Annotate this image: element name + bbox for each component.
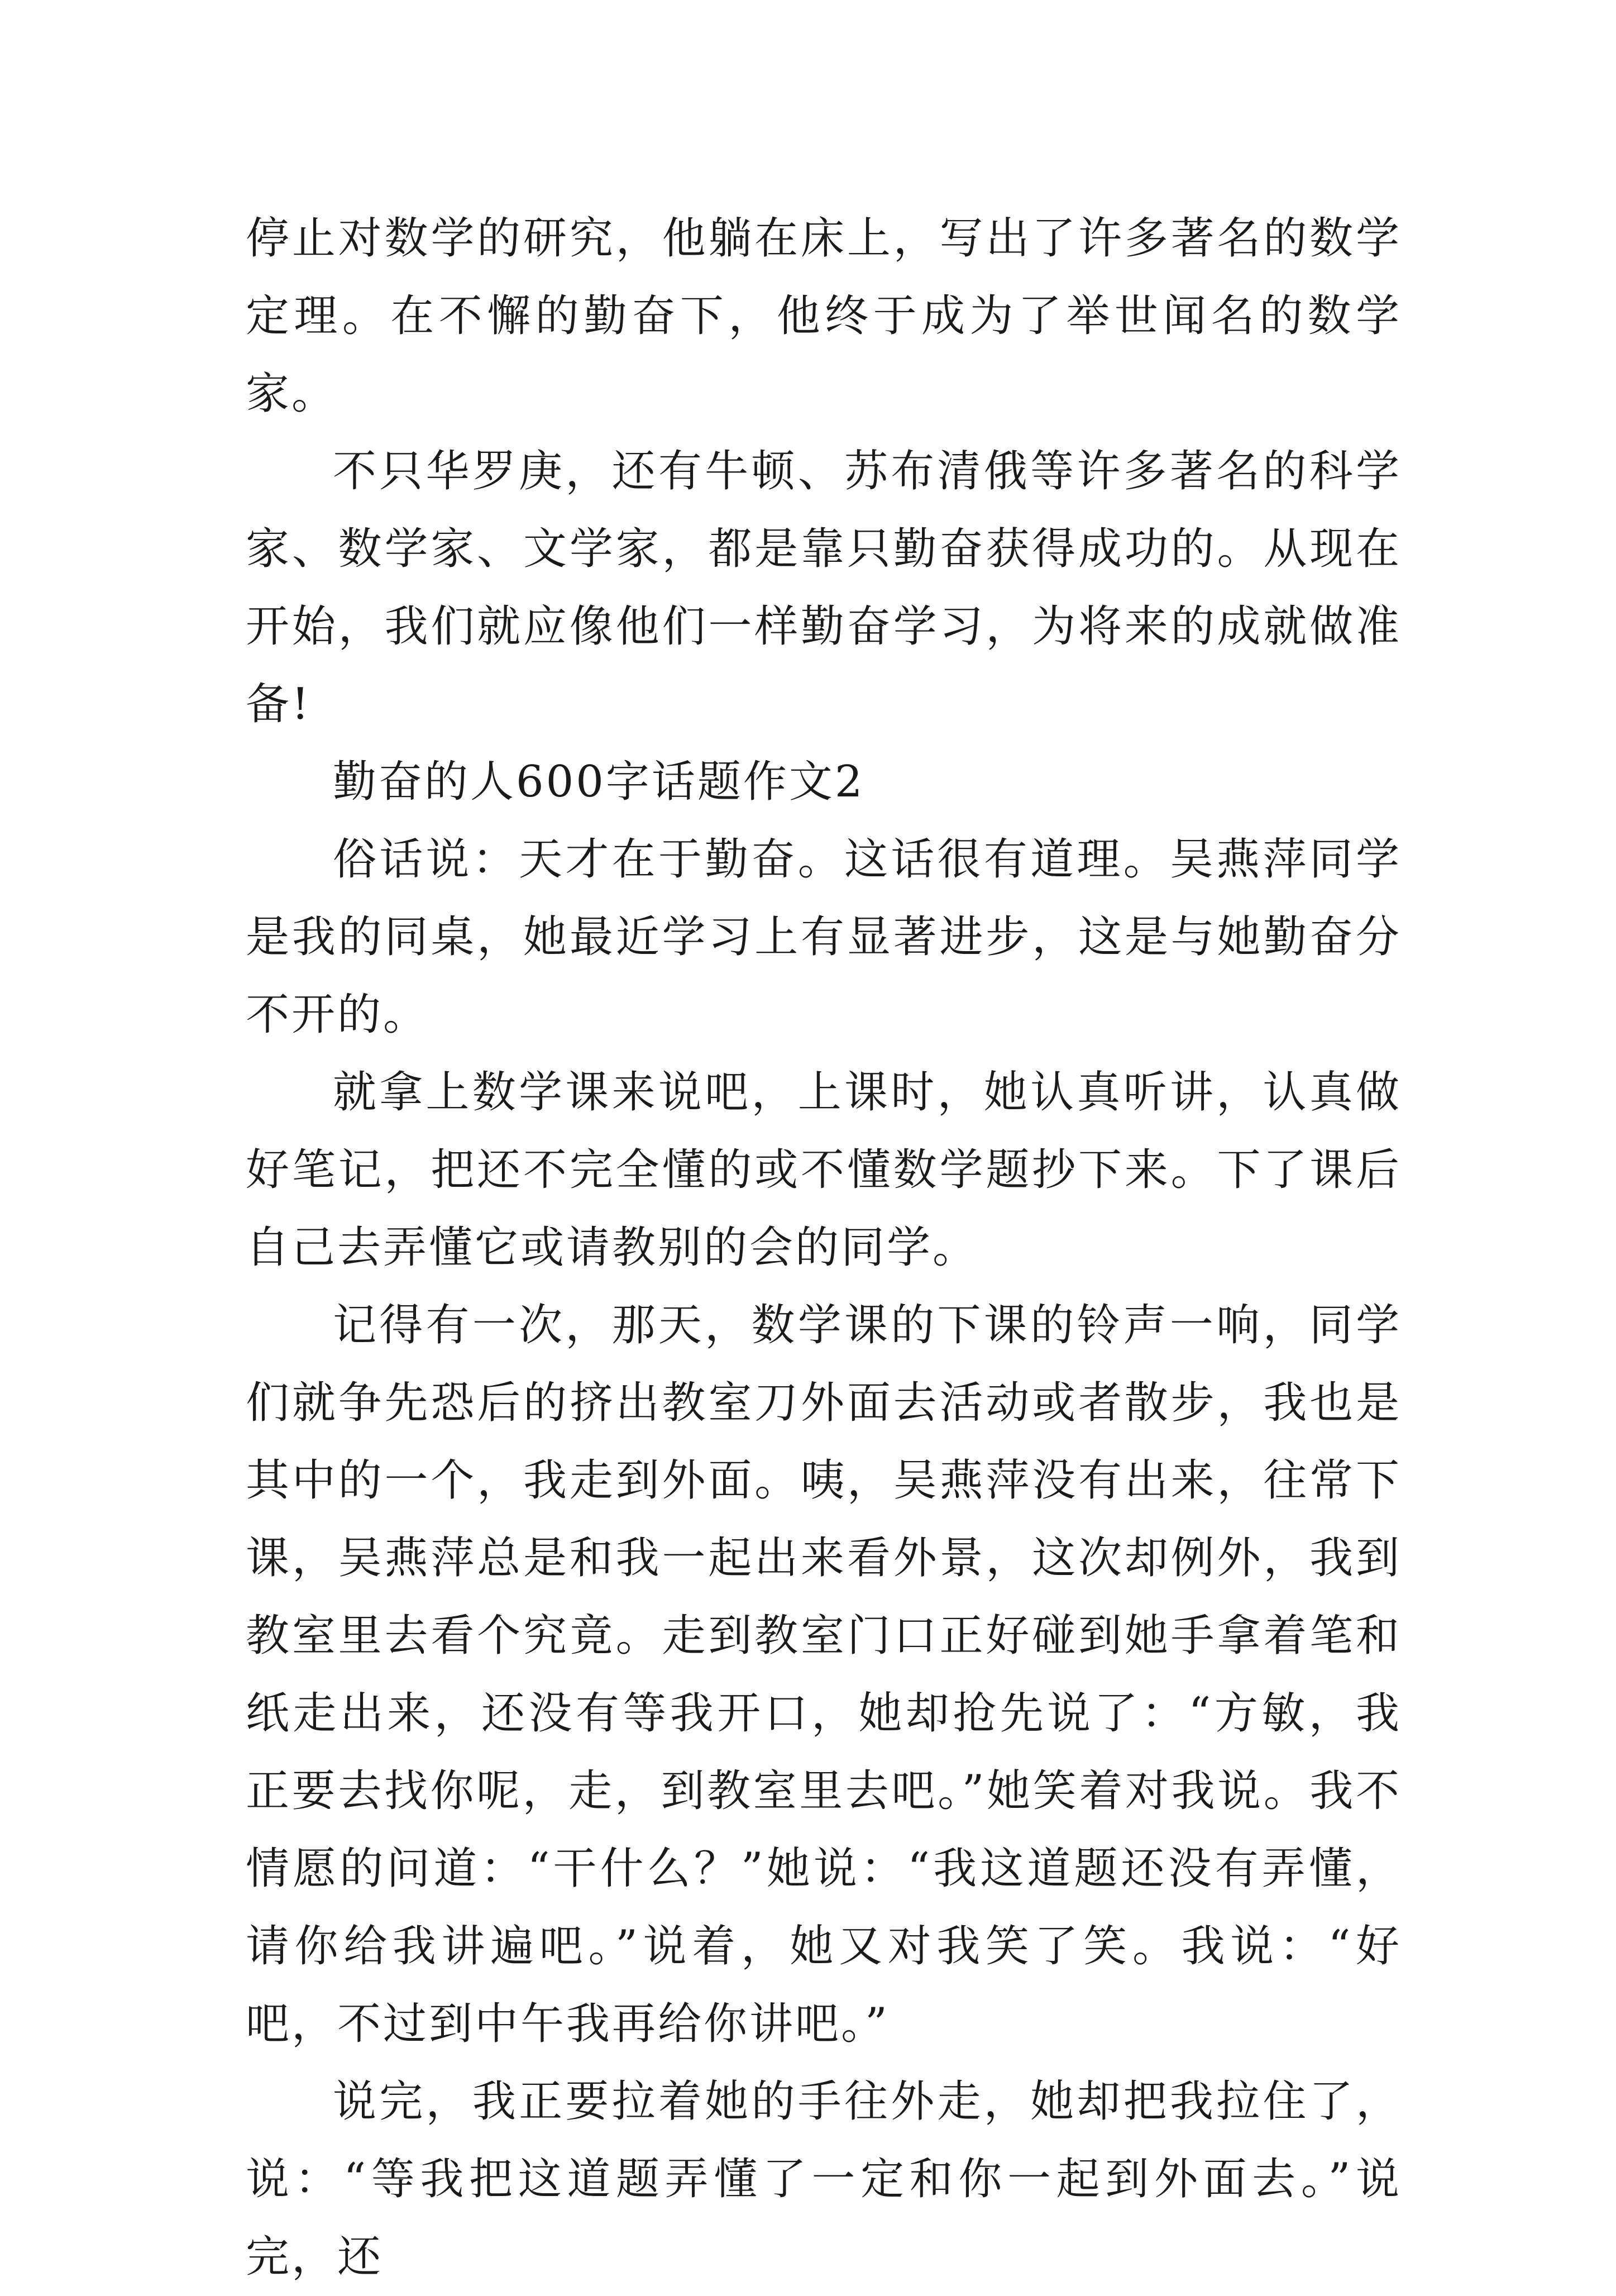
paragraph-5: 记得有一次，那天，数学课的下课的铃声一响，同学们就争先恐后的挤出教室刀外面去活动或者散步，我也是其中的一个，我走到外面。咦，吴燕萍没有出来，往常下课，吴燕萍总是和我一起出来看外景，这次却例外，我到教室里去看个究竟。走到教室门口正好碰到她手拿着笔和纸走出来，还没有等我开口，她却抢先说了：“方敏，我正要去找你呢，走，到教室里去吧。”她笑着对我说。我不情愿的问道：“干什么？”她说：“我这道题还没有弄懂，请你给我讲遍吧。”说着，她又对我笑了笑。我说：“好吧，不过到中午我再给你讲吧。” — [246, 1300, 1402, 2049]
paragraph-3: 俗话说：天才在于勤奋。这话很有道理。吴燕萍同学是我的同桌，她最近学习上有显著进步，这是与她勤奋分不开的。 — [246, 834, 1402, 1040]
document-body — [246, 200, 1402, 2296]
paragraph-1: 停止对数学的研究，他躺在床上，写出了许多著名的数学定理。在不懈的勤奋下，他终于成为了举世闻名的数学家。 — [246, 213, 1402, 419]
paragraph-2: 不只华罗庚，还有牛顿、苏布清俄等许多著名的科学家、数学家、文学家，都是靠只勤奋获得成功的。从现在开始，我们就应像他们一样勤奋学习，为将来的成就做准备! — [246, 446, 1402, 729]
essay-heading: 勤奋的人600字话题作文2 — [333, 757, 865, 807]
paragraph-6: 说完，我正要拉着她的手往外走，她却把我拉住了，说：“等我把这道题弄懂了一定和你一起到外面去。”说完，还 — [246, 2077, 1402, 2282]
paragraph-4: 就拿上数学课来说吧，上课时，她认真听讲，认真做好笔记，把还不完全懂的或不懂数学题抄下来。下了课后自己去弄懂它或请教别的会的同学。 — [246, 1067, 1402, 1273]
